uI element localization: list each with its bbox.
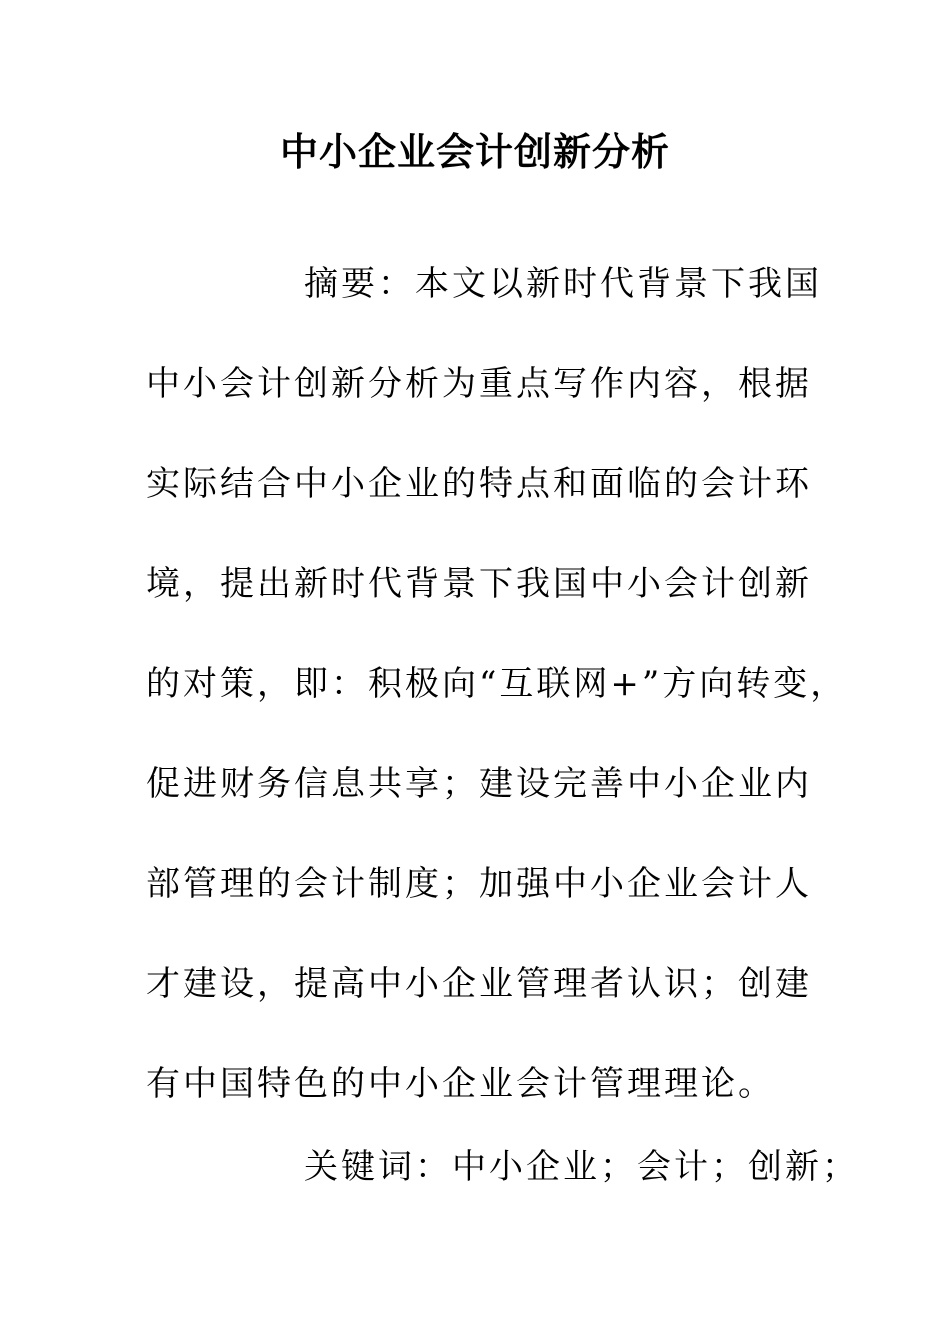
abstract-line: 部管理的会计制度；加强中小企业会计人 [146, 864, 812, 904]
abstract-line: 中小会计创新分析为重点写作内容，根据 [146, 364, 812, 404]
abstract-line: 促进财务信息共享；建设完善中小企业内 [146, 764, 812, 804]
abstract-line: 有中国特色的中小企业会计管理理论。 [146, 1064, 775, 1104]
keywords-line: 关键词：中小企业；会计；创新； [304, 1147, 859, 1187]
abstract-line: 摘要：本文以新时代背景下我国 [304, 264, 822, 304]
abstract-line: 境，提出新时代背景下我国中小会计创新 [146, 564, 812, 604]
abstract-line: 的对策，即：积极向“互联网+”方向转变， [146, 664, 848, 704]
document-title: 中小企业会计创新分析 [279, 130, 670, 174]
abstract-line: 才建设，提高中小企业管理者认识；创建 [146, 964, 812, 1004]
abstract-line: 实际结合中小企业的特点和面临的会计环 [146, 464, 812, 504]
